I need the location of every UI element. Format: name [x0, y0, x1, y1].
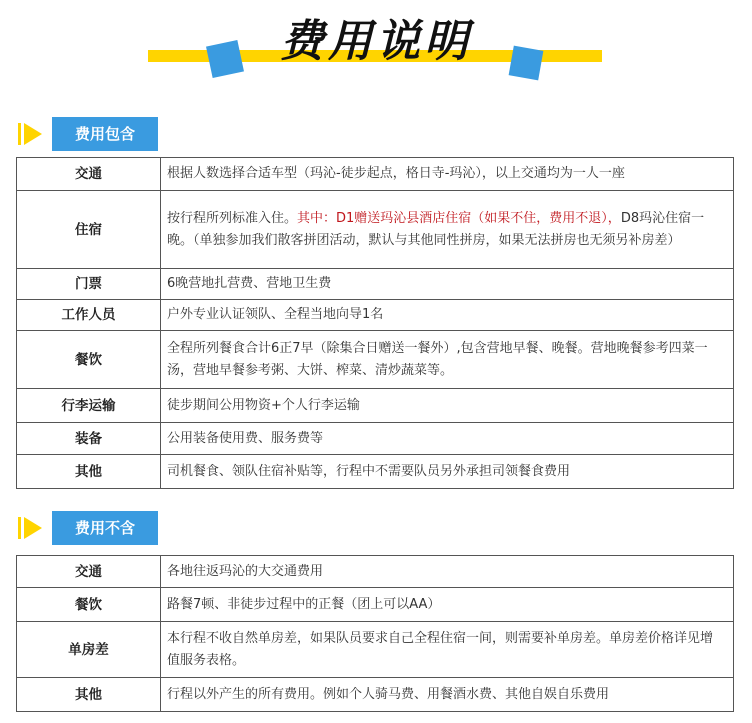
table-row: [17, 588, 734, 622]
title-banner: [0, 0, 752, 95]
row-key: 餐饮: [17, 331, 161, 389]
row-key: 其他: [17, 678, 161, 712]
row-value-highlight: 其中：D1赠送玛沁县酒店住宿（如果不住，费用不退），: [297, 210, 621, 226]
row-value: 全程所列餐食合计6正7早（除集合日赠送一餐外）,包含营地早餐、晚餐。营地晚餐参考四菜一汤，营地早餐参考粥、大饼、榨菜、清炒蔬菜等。: [161, 331, 734, 389]
play-arrow-icon: [18, 123, 42, 145]
row-key: 餐饮: [17, 588, 161, 622]
row-value: 公用装备使用费、服务费等: [161, 423, 734, 455]
row-value: 司机餐食、领队住宿补贴等，行程中不需要队员另外承担司领餐食费用: [161, 455, 734, 489]
row-key: 交通: [17, 158, 161, 191]
table-row: [17, 622, 734, 678]
table-row: [17, 556, 734, 588]
table-row: [17, 269, 734, 300]
table-row: [17, 300, 734, 331]
row-value: 路餐7顿、非徒步过程中的正餐（团上可以AA）: [161, 588, 734, 622]
section-label-excluded: 费用不含: [52, 511, 158, 545]
row-value-part: D8玛沁住宿一晚。（单独参加我们散客拼团活动，默认与其他同性拼房，如果无法拼房也无须另补房差）: [167, 210, 705, 248]
table-row: [17, 678, 734, 712]
table-row: [17, 331, 734, 389]
excluded-table: [16, 555, 734, 712]
section-label-included: 费用包含: [52, 117, 158, 151]
row-value: 户外专业认证领队、全程当地向导1名: [161, 300, 734, 331]
play-arrow-icon: [18, 517, 42, 539]
row-value: 行程以外产生的所有费用。例如个人骑马费、用餐酒水费、其他自娱自乐费用: [161, 678, 734, 712]
table-row: [17, 423, 734, 455]
table-row: [17, 455, 734, 489]
section-header-excluded: [18, 511, 178, 545]
row-key: 工作人员: [17, 300, 161, 331]
page-title: 费用说明: [280, 16, 472, 67]
row-key: 单房差: [17, 622, 161, 678]
row-key: 行李运输: [17, 389, 161, 423]
table-row: [17, 191, 734, 269]
row-key: 门票: [17, 269, 161, 300]
row-value: 各地往返玛沁的大交通费用: [161, 556, 734, 588]
row-value: 本行程不收自然单房差，如果队员要求自己全程住宿一间，则需要补单房差。单房差价格详见增值服务表格。: [161, 622, 734, 678]
table-row: [17, 158, 734, 191]
section-header-included: [18, 117, 178, 151]
included-table: [16, 157, 734, 489]
row-key: 住宿: [17, 191, 161, 269]
row-value: 根据人数选择合适车型（玛沁-徒步起点，格日寺-玛沁），以上交通均为一人一座: [161, 158, 734, 191]
row-value: [161, 191, 734, 269]
row-value: 徒步期间公用物资+个人行李运输: [161, 389, 734, 423]
row-value-part: 按行程所列标准入住。: [167, 210, 298, 226]
row-key: 交通: [17, 556, 161, 588]
row-value: 6晚营地扎营费、营地卫生费: [161, 269, 734, 300]
row-key: 其他: [17, 455, 161, 489]
table-row: [17, 389, 734, 423]
row-key: 装备: [17, 423, 161, 455]
